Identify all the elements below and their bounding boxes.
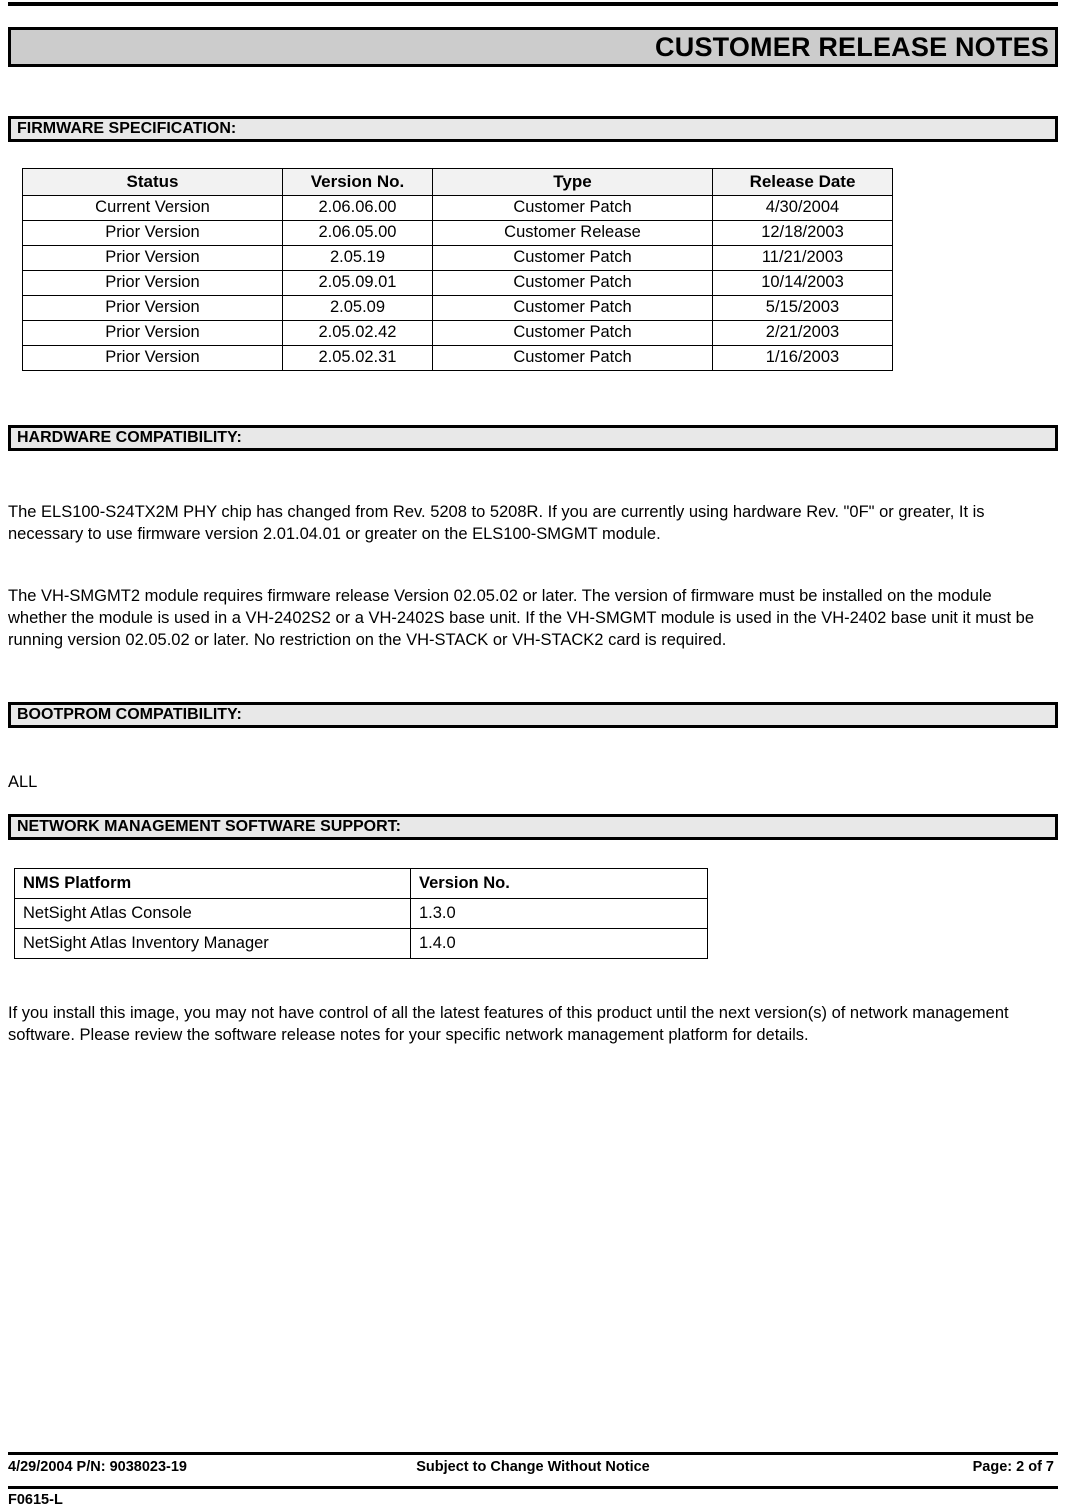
page-top-rule xyxy=(8,2,1058,6)
firmware-specification-table xyxy=(22,168,893,371)
cell-nms-version: 1.3.0 xyxy=(411,899,708,929)
nms-note-paragraph: If you install this image, you may not have control of all the latest features of this product until the next version(s) of network management software. Please review the software release notes for your specific network management platform for details. xyxy=(8,1003,1009,1044)
cell-version: 2.05.02.42 xyxy=(283,321,433,346)
cell-status: Prior Version xyxy=(23,221,283,246)
section-header-network-management-software-support xyxy=(8,814,1058,840)
section-header-bootprom-compatibility xyxy=(8,702,1058,728)
cell-type: Customer Patch xyxy=(433,346,713,371)
cell-version: 2.05.02.31 xyxy=(283,346,433,371)
footer-document-code: F0615-L xyxy=(8,1492,63,1508)
cell-status: Prior Version xyxy=(23,271,283,296)
table-header-row xyxy=(15,869,708,899)
table-row xyxy=(23,271,893,296)
cell-status: Prior Version xyxy=(23,321,283,346)
table-row xyxy=(23,221,893,246)
cell-status: Prior Version xyxy=(23,246,283,271)
section-header-hardware-compatibility xyxy=(8,425,1058,451)
footer-rule-top xyxy=(8,1452,1058,1455)
cell-status: Prior Version xyxy=(23,346,283,371)
section-header-firmware-specification xyxy=(8,116,1058,142)
cell-nms-platform: NetSight Atlas Inventory Manager xyxy=(15,929,411,959)
cell-type: Customer Patch xyxy=(433,296,713,321)
bootprom-body-text: ALL xyxy=(8,772,38,791)
section-title-hardware: HARDWARE COMPATIBILITY: xyxy=(17,429,242,446)
cell-status: Current Version xyxy=(23,196,283,221)
cell-nms-platform: NetSight Atlas Console xyxy=(15,899,411,929)
cell-release-date: 12/18/2003 xyxy=(713,221,893,246)
cell-nms-version: 1.4.0 xyxy=(411,929,708,959)
cell-release-date: 1/16/2003 xyxy=(713,346,893,371)
section-title-nms: NETWORK MANAGEMENT SOFTWARE SUPPORT: xyxy=(17,818,401,835)
column-header-nms-version-no: Version No. xyxy=(411,869,708,899)
cell-type: Customer Patch xyxy=(433,246,713,271)
cell-release-date: 11/21/2003 xyxy=(713,246,893,271)
cell-version: 2.06.06.00 xyxy=(283,196,433,221)
cell-release-date: 2/21/2003 xyxy=(713,321,893,346)
table-row xyxy=(23,246,893,271)
cell-version: 2.05.09 xyxy=(283,296,433,321)
table-row xyxy=(15,929,708,959)
hardware-paragraph-1: The ELS100-S24TX2M PHY chip has changed from Rev. 5208 to 5208R. If you are currently using hardware Rev. "0F" or greater, It is necessary to use firmware version 2.01.04.01 or greater on the ELS100-SMGMT module. xyxy=(8,502,985,543)
nms-platform-table xyxy=(14,868,708,959)
column-header-version-no: Version No. xyxy=(283,169,433,196)
footer-rule-bottom xyxy=(8,1486,1058,1489)
table-row xyxy=(23,346,893,371)
page-title: CUSTOMER RELEASE NOTES xyxy=(655,31,1049,62)
table-row xyxy=(23,296,893,321)
footer-date-partnumber: 4/29/2004 P/N: 9038023-19 xyxy=(8,1459,187,1475)
column-header-release-date: Release Date xyxy=(713,169,893,196)
cell-type: Customer Patch xyxy=(433,321,713,346)
footer-page-number: Page: 2 of 7 xyxy=(972,1459,1054,1475)
document-title-banner xyxy=(8,27,1058,67)
section-title-firmware: FIRMWARE SPECIFICATION: xyxy=(17,120,237,137)
table-header-row xyxy=(23,169,893,196)
column-header-nms-platform: NMS Platform xyxy=(15,869,411,899)
cell-release-date: 4/30/2004 xyxy=(713,196,893,221)
hardware-paragraph-2: The VH-SMGMT2 module requires firmware release Version 02.05.02 or later. The version of firmware must be installed on the module whether the module is used in a VH-2402S2 or a VH-2402S base unit. If the VH-SMGMT module is used in the VH-2402 base unit it must be running version 02.05.02 or later. No restriction on the VH-STACK or VH-STACK2 card is required. xyxy=(8,586,1034,649)
table-row xyxy=(23,321,893,346)
table-row xyxy=(23,196,893,221)
table-row xyxy=(15,899,708,929)
footer-notice: Subject to Change Without Notice xyxy=(416,1459,650,1475)
cell-version: 2.06.05.00 xyxy=(283,221,433,246)
cell-status: Prior Version xyxy=(23,296,283,321)
cell-version: 2.05.09.01 xyxy=(283,271,433,296)
cell-version: 2.05.19 xyxy=(283,246,433,271)
page-footer xyxy=(8,1459,1058,1483)
cell-release-date: 10/14/2003 xyxy=(713,271,893,296)
cell-type: Customer Release xyxy=(433,221,713,246)
cell-release-date: 5/15/2003 xyxy=(713,296,893,321)
column-header-type: Type xyxy=(433,169,713,196)
column-header-status: Status xyxy=(23,169,283,196)
cell-type: Customer Patch xyxy=(433,196,713,221)
cell-type: Customer Patch xyxy=(433,271,713,296)
section-title-bootprom: BOOTPROM COMPATIBILITY: xyxy=(17,706,242,723)
